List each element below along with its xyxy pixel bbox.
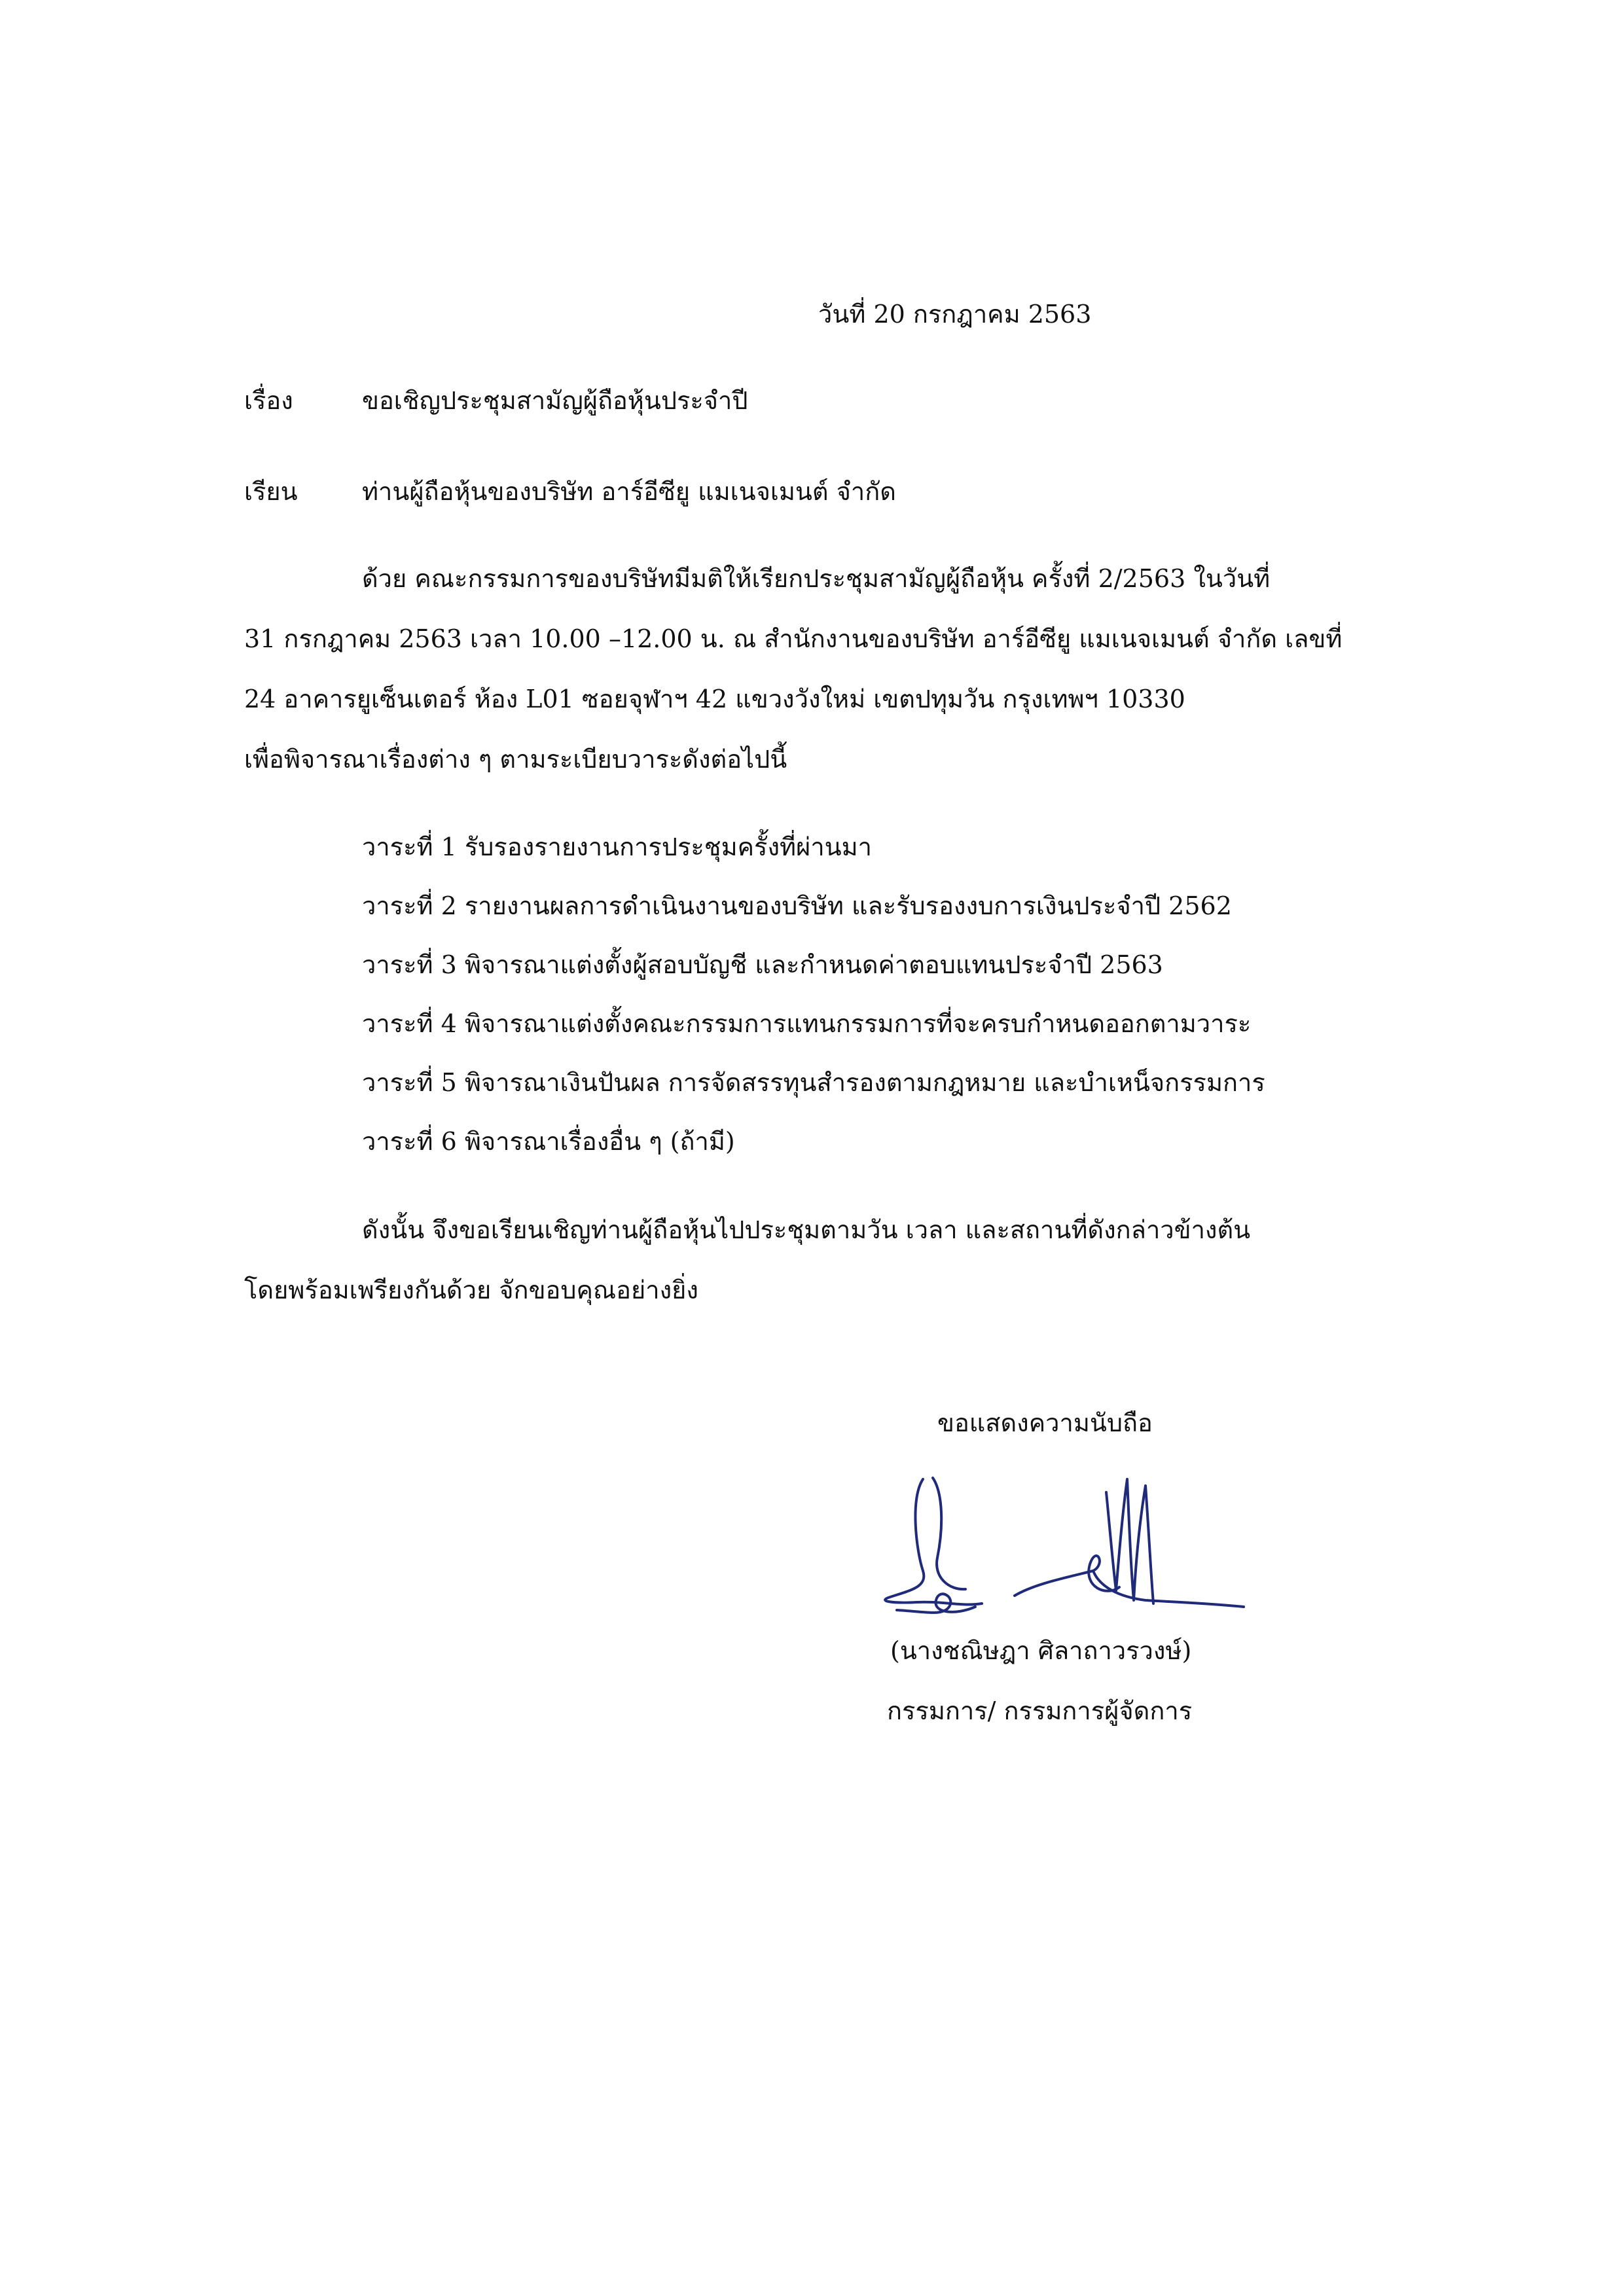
letter-date: วันที่ 20 กรกฎาคม 2563 xyxy=(818,300,1092,329)
agenda-item: วาระที่ 2 รายงานผลการดำเนินงานของบริษัท และรับรองงบการเงินประจำปี 2562 xyxy=(362,891,1232,920)
recipient-text: ท่านผู้ถือหุ้นของบริษัท อาร์อีซียู แมเนจเมนต์ จำกัด xyxy=(362,477,896,506)
signature-image xyxy=(871,1473,1263,1643)
regards-text: ขอแสดงความนับถือ xyxy=(937,1408,1153,1437)
closing-line: ดังนั้น จึงขอเรียนเชิญท่านผู้ถือหุ้นไปประชุมตามวัน เวลา และสถานที่ดังกล่าวข้างต้น xyxy=(362,1215,1251,1244)
signer-title: กรรมการ/ กรรมการผู้จัดการ xyxy=(887,1696,1193,1725)
intro-line: 31 กรกฎาคม 2563 เวลา 10.00 –12.00 น. ณ สำนักงานของบริษัท อาร์อีซียู แมเนจเมนต์ จำกัด เลขที่ xyxy=(244,624,1343,653)
intro-line: ด้วย คณะกรรมการของบริษัทมีมติให้เรียกประชุมสามัญผู้ถือหุ้น ครั้งที่ 2/2563 ในวันที่ xyxy=(362,564,1271,593)
recipient-label: เรียน xyxy=(244,477,298,506)
intro-line: เพื่อพิจารณาเรื่องต่าง ๆ ตามระเบียบวาระดังต่อไปนี้ xyxy=(244,745,787,774)
agenda-item: วาระที่ 3 พิจารณาแต่งตั้งผู้สอบบัญชี และกำหนดค่าตอบแทนประจำปี 2563 xyxy=(362,950,1163,979)
agenda-item: วาระที่ 1 รับรองรายงานการประชุมครั้งที่ผ่านมา xyxy=(362,833,873,861)
signer-name: (นางชณิษฎา ศิลาถาวรวงษ์) xyxy=(890,1636,1192,1665)
intro-line: 24 อาคารยูเซ็นเตอร์ ห้อง L01 ซอยจุฬาฯ 42 แขวงวังใหม่ เขตปทุมวัน กรุงเทพฯ 10330 xyxy=(244,685,1185,713)
agenda-item: วาระที่ 4 พิจารณาแต่งตั้งคณะกรรมการแทนกรรมการที่จะครบกำหนดออกตามวาระ xyxy=(362,1009,1252,1038)
agenda-item: วาระที่ 6 พิจารณาเรื่องอื่น ๆ (ถ้ามี) xyxy=(362,1127,735,1156)
closing-line: โดยพร้อมเพรียงกันด้วย จักขอบคุณอย่างยิ่ง xyxy=(244,1276,698,1304)
subject-label: เรื่อง xyxy=(244,386,293,415)
agenda-item: วาระที่ 5 พิจารณาเงินปันผล การจัดสรรทุนสำรองตามกฎหมาย และบำเหน็จกรรมการ xyxy=(362,1068,1265,1097)
subject-text: ขอเชิญประชุมสามัญผู้ถือหุ้นประจำปี xyxy=(362,386,748,415)
